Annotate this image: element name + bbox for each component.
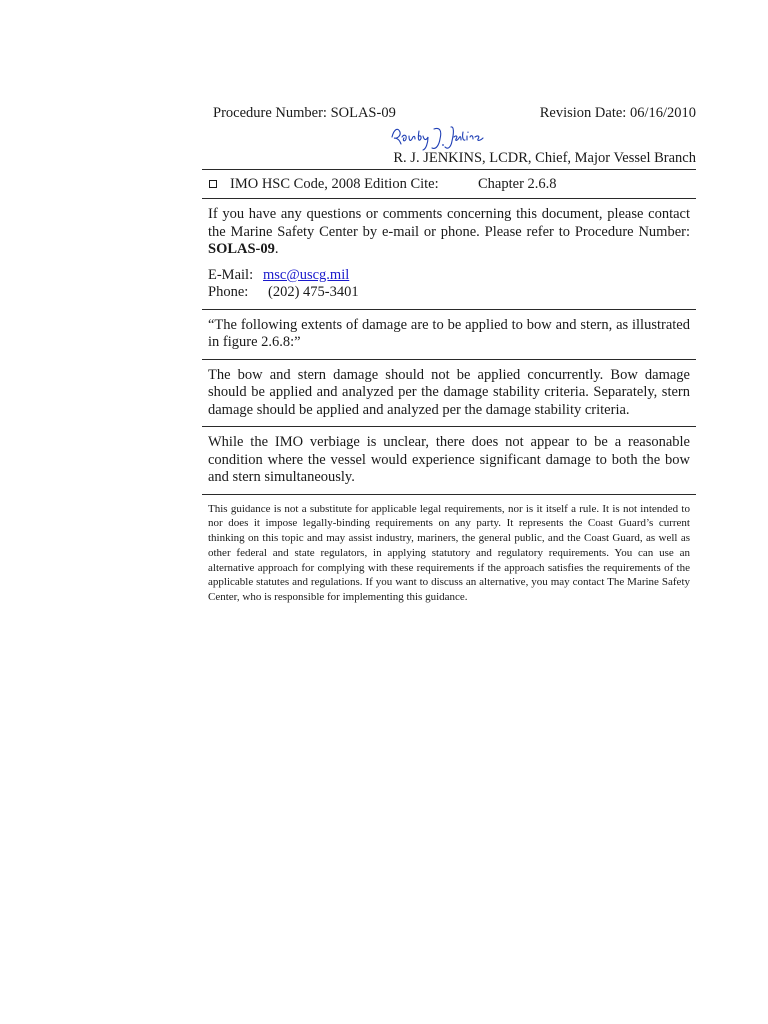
phone-label: Phone: [208, 284, 249, 300]
contact-intro: If you have any questions or comments concerning this document, please contact the Marine Safety Center by e-mail or phone. Please refer to Procedure Number: SOLAS-09. [208, 206, 690, 257]
cite-label: IMO HSC Code, 2008 Edition Cite: [230, 175, 439, 192]
contact-section [202, 199, 696, 309]
email-link[interactable]: msc@uscg.mil [263, 266, 350, 283]
phone-value: (202) 475-3401 [268, 284, 359, 300]
disclaimer-text: This guidance is not a substitute for applicable legal requirements, nor is it itself a rule. It is not intended to nor does it impose legally-binding requirements on any party. It represents the Coast Guard’s current thinking on this topic and may assist industry, mariners, the general public, and the Coast Guard, as well as other federal and state regulators, in applying statutory and regulatory requirements. You can use an alternative approach for complying with these requirements if the approach satisfies the requirements of the applicable statutes and regulations. If you want to discuss an alternative, you may contact The Marine Safety Center, who is responsible for implementing this guidance. [208, 502, 690, 604]
phone-row [208, 284, 690, 302]
disclaimer-section [202, 495, 696, 613]
checkbox-bullet-icon [209, 180, 217, 188]
cite-value: Chapter 2.6.8 [478, 175, 557, 192]
revision-date: Revision Date: 06/16/2010 [539, 105, 696, 121]
quote-section [202, 310, 696, 359]
email-label: E-Mail: [208, 266, 254, 283]
cite-row [202, 170, 696, 198]
rationale-section [202, 427, 696, 494]
rationale-text: While the IMO verbiage is unclear, there does not appear to be a reasonable condition where the vessel would experience significant damage to both the bow and stern simultaneously. [208, 434, 690, 485]
document-page [202, 100, 696, 612]
contact-details [208, 267, 690, 302]
procedure-number: Procedure Number: SOLAS-09 [213, 105, 396, 121]
signer-name: R. J. JENKINS, LCDR, Chief, Major Vessel Branch [393, 150, 696, 166]
interpretation-section [202, 360, 696, 427]
signature-block [202, 123, 696, 169]
email-row [208, 267, 690, 285]
document-header [202, 103, 696, 123]
procedure-reference: SOLAS-09 [208, 241, 275, 257]
interpretation-text: The bow and stern damage should not be applied concurrently. Bow damage should be applied and analyzed per the damage stability criteria. Separately, stern damage should be applied and analyzed per the damage stability criteria. [208, 366, 690, 418]
regulation-quote: “The following extents of damage are to be applied to bow and stern, as illustrated in figure 2.6.8:” [208, 316, 690, 350]
